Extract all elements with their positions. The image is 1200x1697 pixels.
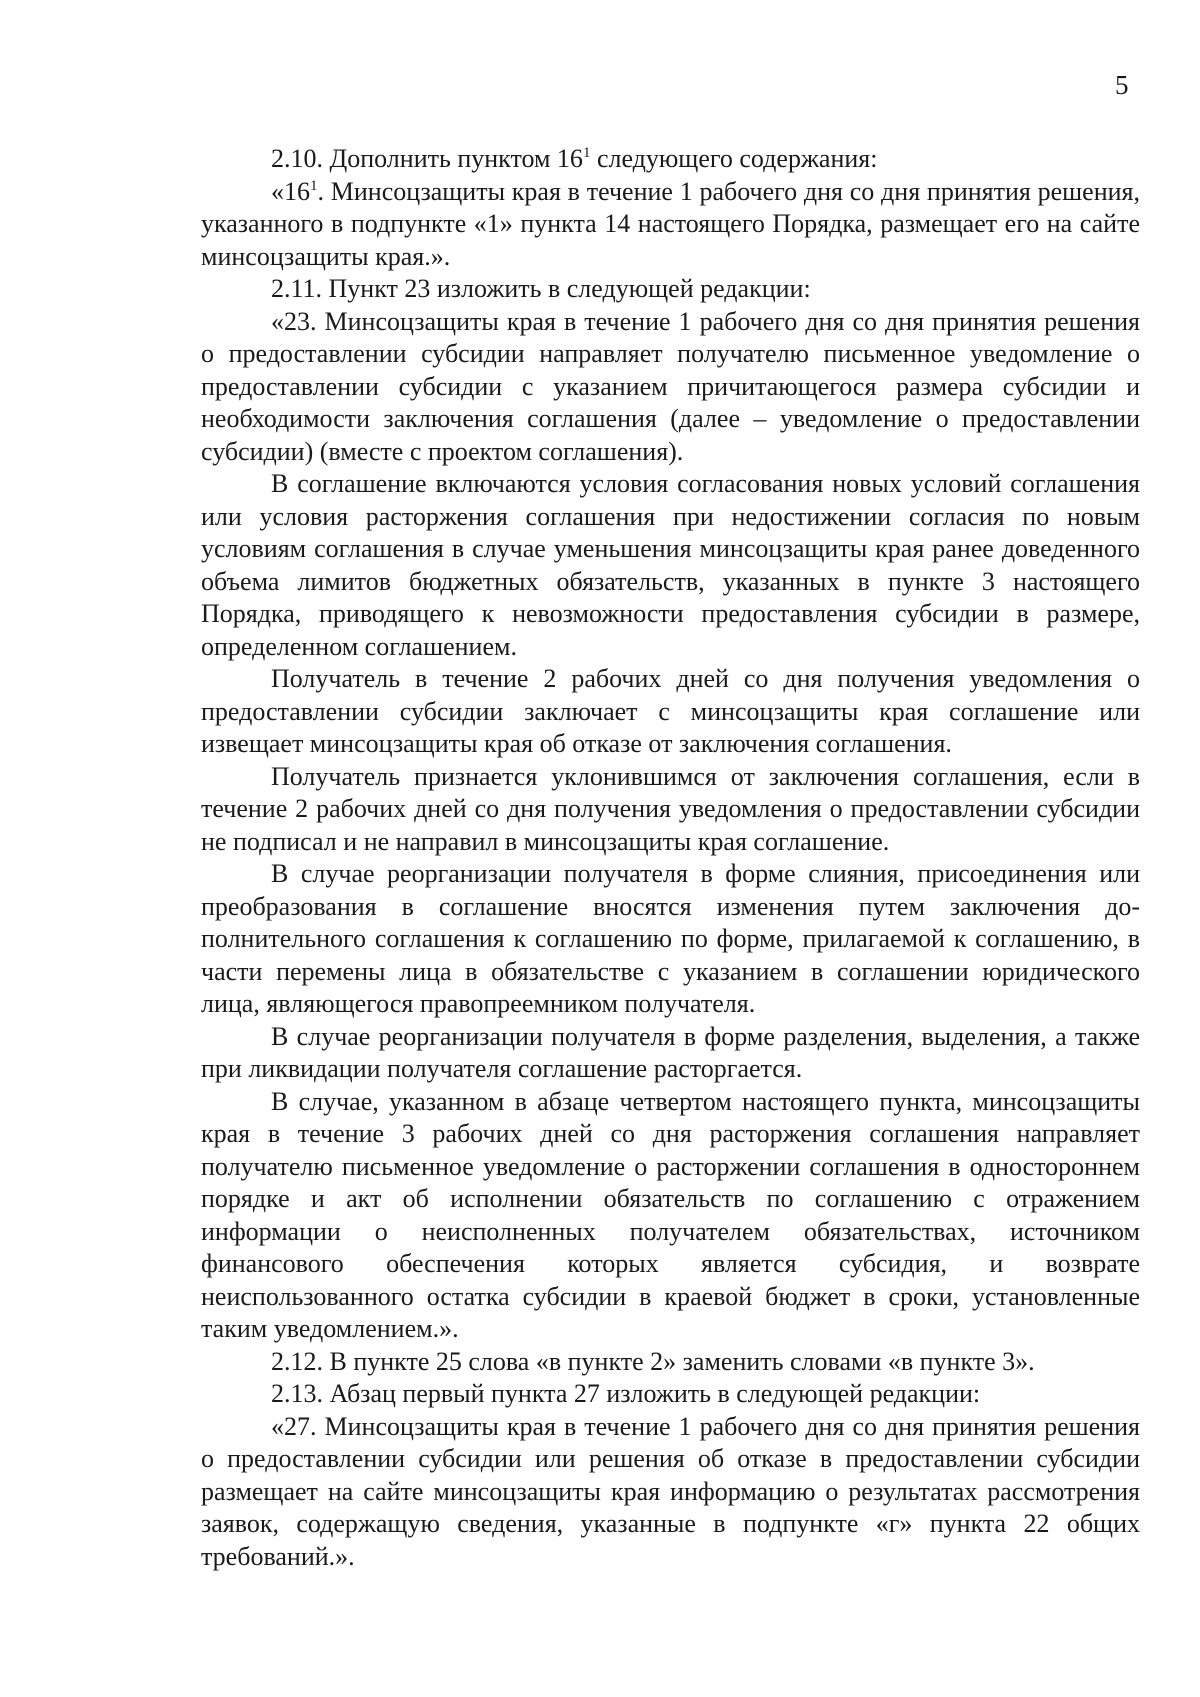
paragraph-item-16-1 (201, 176, 1140, 274)
paragraph-text: «27. Минсоцзащиты края в течение 1 рабочего дня со дня принятия решения о предоставлении субсидии или решения об отказе в предоставлении субсидии размещает на сайте минсоцзащиты края информацию о результатах рассмотрения заявок, содержащую сведения, указанные в подпункте «г» пункта 22 общих требований.». (201, 1411, 1140, 1571)
paragraph-text: . Минсоцзащиты края в течение 1 рабочего дня со дня принятия решения, указанного в подпункте «1» пункта 14 настоящего Порядка, размещает его на сайте минсоцзащиты края.». (201, 176, 1140, 271)
paragraph-text: В соглашение включаются условия согласования новых условий соглашения или условия расторжения соглашения при недостижении согласия по новым условиям соглашения в случае уменьшения минсоцзащиты края ранее доведенного объема лимитов бюджетных обязательств, указанных в пункте 3 настоящего Порядка, приводящего к невозможности предоставления субсидии в размере, определенном соглашением. (201, 469, 1140, 661)
paragraph-agreement-conditions (201, 468, 1140, 663)
paragraph-item-27 (201, 1411, 1140, 1574)
paragraph-text: следующего содержания: (590, 144, 878, 173)
paragraph-recipient-evades (201, 761, 1140, 859)
paragraph-2-12 (201, 1346, 1140, 1379)
paragraph-2-11-heading (201, 273, 1140, 306)
paragraph-text: 2.13. Абзац первый пункта 27 изложить в следующей редакции: (271, 1379, 981, 1408)
paragraph-reorganization-merger (201, 858, 1140, 1021)
paragraph-text: В случае, указанном в абзаце четвертом настоящего пункта, минсоцзащиты края в течение 3 рабочих дней со дня расторжения соглашения направляет получателю письменное уведомление о расторжении соглашения в одностороннем порядке и акт об исполнении обязательств по соглашению с отражением информации о неисполненных получателем обязательствах, источником финансового обеспечения которых является субсидия, и возврате неиспользованного остатка субсидии в краевой бюджет в сроки, установленные таким уведомлением.». (201, 1086, 1140, 1343)
page-number: 5 (1115, 70, 1129, 100)
superscript-text: 1 (582, 145, 591, 161)
paragraph-text: В случае реорганизации получателя в форме разделения, выделения, а также при ликвидации получателя соглашение расторгается. (201, 1021, 1140, 1083)
paragraph-reorganization-division (201, 1021, 1140, 1086)
paragraph-item-23 (201, 306, 1140, 469)
paragraph-2-13-heading (201, 1378, 1140, 1411)
paragraph-termination-notice (201, 1086, 1140, 1346)
paragraph-text: 2.12. В пункте 25 слова «в пункте 2» заменить словами «в пункте 3». (271, 1346, 1035, 1376)
paragraph-text: «23. Минсоцзащиты края в течение 1 рабочего дня со дня принятия решения о предоставлении субсидии направляет получателю письменное уведомление о предоставлении субсидии с указанием причитающегося размера субсидии и необходимости заключения соглашения (далее – уведомление о предоставлении субсидии) (вместе с проектом соглашения). (201, 306, 1140, 466)
paragraph-text: Получатель в течение 2 рабочих дней со дня получения уведомления о предоставлении субсидии заключает с минсоцзащиты края соглашение или извещает минсоцзащиты края об отказе от заключения соглашения. (201, 664, 1140, 758)
superscript-text: 1 (310, 177, 318, 194)
paragraph-text: «16 (271, 176, 310, 206)
document-body (201, 143, 1140, 1573)
paragraph-text: 2.10. Дополнить пунктом 16 (271, 144, 583, 173)
paragraph-text: 2.11. Пункт 23 изложить в следующей редакции: (271, 274, 811, 303)
paragraph-text: Получатель признается уклонившимся от заключения соглашения, если в течение 2 рабочих дней со дня получения уведомления о предоставлении субсидии не подписал и не направил в минсоцзащиты края соглашение. (201, 761, 1140, 856)
paragraph-recipient-concludes (201, 663, 1140, 761)
paragraph-text: В случае реорганизации получателя в форме слияния, присоединения или преобразования в соглашение вносятся изменения путем заключения дополнительного соглашения к соглашению по форме, прилагаемой к соглашению, в части перемены лица в обязательстве с указанием в соглашении юридического лица, являющегося правопреемником получателя. (201, 859, 1140, 1018)
paragraph-2-10-heading (201, 143, 1140, 176)
